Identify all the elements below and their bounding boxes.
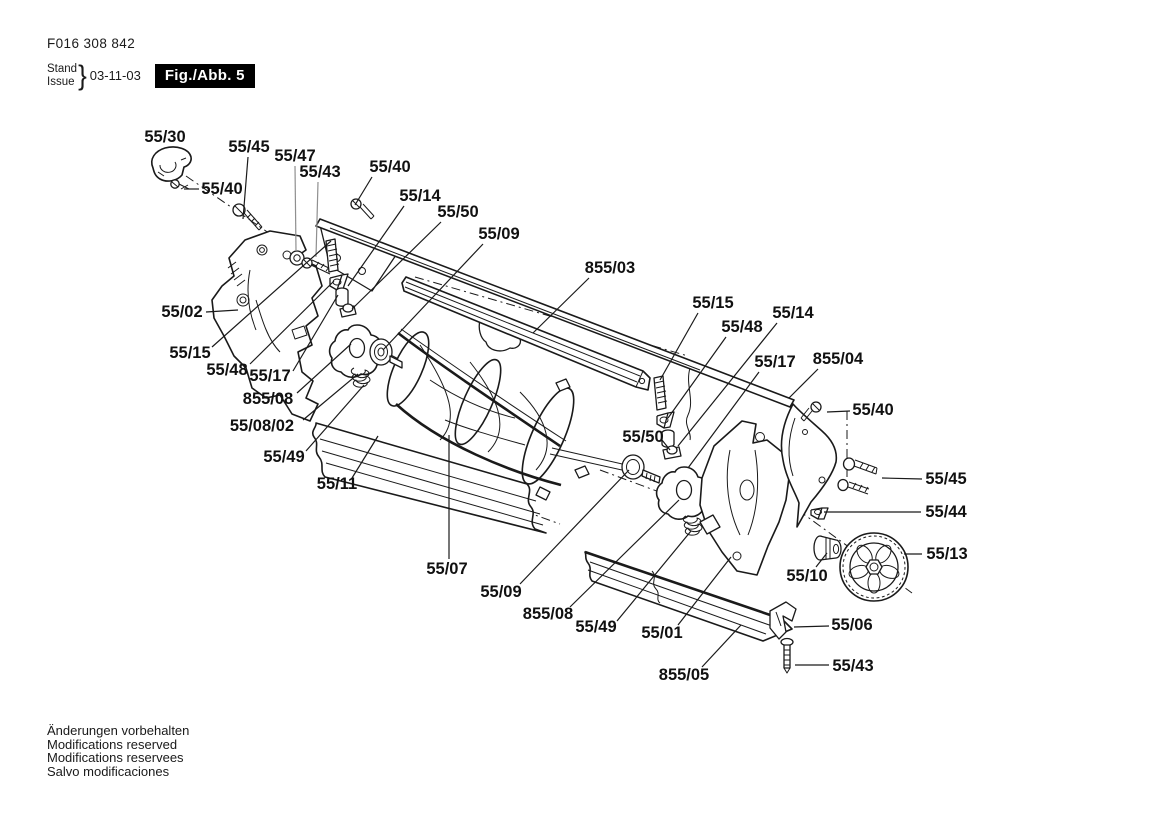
part-label-55-09-b: 55/09: [480, 583, 522, 601]
part-label-55-02: 55/02: [161, 303, 203, 321]
part-label-55-45-b: 55/45: [925, 470, 967, 488]
part-label-855-08-b: 855/08: [522, 605, 574, 623]
leader-line-55-43-a: [316, 182, 318, 257]
document-part-number: F016 308 842: [47, 36, 136, 51]
leader-line-55-09-a: [383, 244, 483, 350]
part-label-855-05: 855/05: [658, 666, 710, 684]
part-label-55-15-a: 55/15: [169, 344, 211, 362]
part-label-55-48-b: 55/48: [721, 318, 763, 336]
leader-line-55-45-b: [882, 478, 922, 479]
part-label-55-09-a: 55/09: [478, 225, 520, 243]
leader-line-55-14-b: [678, 323, 777, 446]
part-label-55-40-a: 55/40: [201, 180, 243, 198]
part-label-55-30: 55/30: [144, 128, 186, 146]
part-label-55-14-b: 55/14: [772, 304, 814, 322]
stand-label: Stand: [47, 62, 78, 75]
part-label-55-06: 55/06: [831, 616, 873, 634]
part-label-55-43-b: 55/43: [832, 657, 874, 675]
notice-es: Salvo modificaciones: [47, 764, 170, 780]
brace-glyph: }: [78, 59, 87, 91]
part-label-55-43-a: 55/43: [299, 163, 341, 181]
part-label-55-44: 55/44: [925, 503, 967, 521]
leader-line-55-06: [794, 626, 829, 627]
part-label-55-48-a: 55/48: [206, 361, 248, 379]
leader-line-855-04: [789, 369, 818, 398]
part-label-55-45-a: 55/45: [228, 138, 270, 156]
part-label-55-17-b: 55/17: [754, 353, 796, 371]
part-label-55-40-b: 55/40: [369, 158, 411, 176]
footer-notices: [47, 724, 189, 779]
notice-fr: Modifications reservees: [47, 750, 184, 766]
leader-line-55-40-b: [355, 177, 372, 205]
leader-line-855-05: [702, 625, 741, 667]
part-label-55-17-a: 55/17: [249, 367, 291, 385]
right-inner-bracket-drawing: [700, 421, 790, 575]
part-label-55-15-b: 55/15: [692, 294, 734, 312]
issue-date: 03-11-03: [89, 68, 141, 83]
part-label-55-50-b: 55/50: [622, 428, 664, 446]
part-label-55-01: 55/01: [641, 624, 683, 642]
part-label-855-04: 855/04: [812, 350, 864, 368]
part-label-55-08-02: 55/08/02: [229, 417, 295, 435]
part-label-55-11: 55/11: [316, 475, 358, 493]
wheel-and-bushing-drawing: [814, 533, 908, 601]
clamp-part-drawing: [152, 147, 191, 189]
notice-de: Änderungen vorbehalten: [47, 723, 190, 738]
part-label-55-13: 55/13: [926, 545, 968, 563]
figure-label-badge: Fig./Abb. 5: [155, 64, 255, 88]
part-label-55-10: 55/10: [786, 567, 828, 585]
part-label-55-49-b: 55/49: [575, 618, 617, 636]
part-label-55-07: 55/07: [426, 560, 468, 578]
part-label-855-03: 855/03: [584, 259, 636, 277]
notice-en: Modifications reserved: [47, 736, 178, 752]
part-label-55-49-a: 55/49: [263, 448, 305, 466]
part-label-55-50-a: 55/50: [437, 203, 479, 221]
part-label-55-14-a: 55/14: [399, 187, 441, 205]
part-label-855-08-a: 855/08: [242, 390, 294, 408]
part-label-55-40-c: 55/40: [852, 401, 894, 419]
part-label-55-47: 55/47: [274, 147, 316, 165]
end-bracket-drawing: [770, 602, 796, 673]
issue-label: Issue: [47, 75, 75, 88]
